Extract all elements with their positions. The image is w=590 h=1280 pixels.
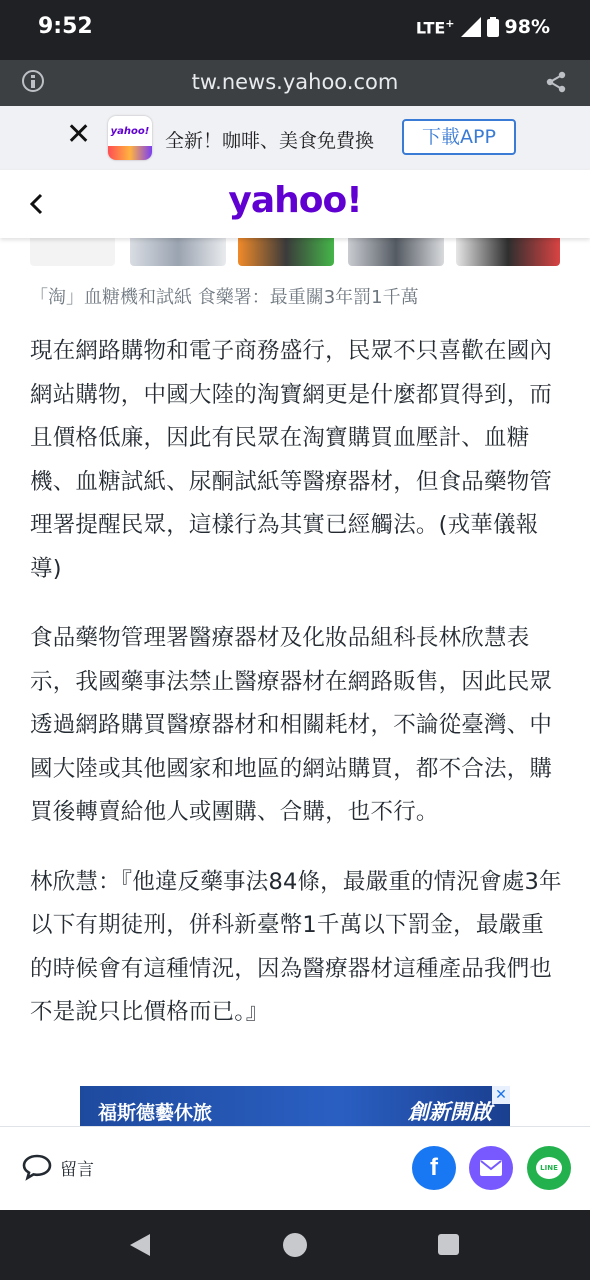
action-bar [0, 1126, 590, 1210]
product-thumbnail [130, 238, 226, 266]
url-bar [0, 60, 590, 106]
facebook-share-button[interactable] [412, 1146, 456, 1190]
status-indicators [416, 16, 550, 38]
ad-close-icon[interactable]: ✕ [492, 1086, 510, 1104]
nav-recents-icon[interactable] [438, 1234, 459, 1255]
product-thumbnail [348, 238, 444, 266]
system-nav-bar [0, 1210, 590, 1280]
ad-banner[interactable] [80, 1086, 510, 1126]
product-thumbnail [238, 238, 334, 266]
app-download-banner [0, 106, 590, 170]
article-paragraph: 食品藥物管理署醫療器材及化妝品組科長林欣慧表示，我國藥事法禁止醫療器材在網路販售，因此民眾透過網路購買醫療器材和相關耗材，不論從臺灣、中國大陸或其他國家和地區的網站購買，都不合法，購買後轉賣給他人或團購、合購，也不行。 [30, 625, 553, 825]
line-icon: LINE [536, 1157, 562, 1179]
yahoo-app-logo: yahoo! [108, 116, 152, 160]
line-share-button[interactable] [527, 1146, 571, 1190]
close-icon[interactable]: ✕ [66, 117, 92, 152]
product-thumbnail [30, 238, 115, 266]
article-paragraph: 現在網路購物和電子商務盛行，民眾不只喜歡在國內網站購物，中國大陸的淘寶網更是什麼都買得到，而且價格低廉，因此有民眾在淘寶購買血壓計、血糖機、血糖試紙、尿酮試紙等醫療器材，但食品藥物管理署提醒民眾，這樣行為其實已經觸法。(戎華儀報導) [30, 338, 553, 582]
ad-brand-text: 福斯德藝休旅 [98, 1102, 213, 1124]
url-text[interactable]: tw.news.yahoo.com [191, 70, 399, 94]
facebook-icon: f [430, 1154, 438, 1181]
comment-button[interactable] [22, 1153, 94, 1181]
article-image[interactable] [30, 238, 560, 268]
yahoo-logo[interactable]: yahoo! [228, 180, 362, 221]
image-caption: 「淘」血糖機和試紙 食藥署：最重關3年罰1千萬 [30, 287, 419, 308]
comment-icon [22, 1153, 52, 1181]
email-share-button[interactable] [469, 1146, 513, 1190]
mail-icon [480, 1160, 502, 1176]
article-body [30, 330, 565, 1061]
product-thumbnail [456, 238, 560, 266]
nav-home-icon[interactable] [283, 1233, 307, 1257]
signal-icon [461, 17, 481, 37]
ad-slogan-text: 創新開啟 [408, 1100, 492, 1124]
site-header [0, 170, 590, 238]
status-time: 9:52 [38, 14, 93, 39]
network-type: LTE+ [415, 16, 455, 38]
battery-level: 98% [504, 16, 550, 38]
share-icon[interactable] [544, 70, 568, 94]
nav-back-icon[interactable] [130, 1234, 150, 1256]
banner-promo-text: 全新！咖啡、美食免費換 [165, 130, 375, 152]
comment-label: 留言 [60, 1159, 94, 1180]
battery-icon [487, 17, 499, 37]
status-bar [0, 0, 590, 60]
article-paragraph: 林欣慧：『他違反藥事法84條，最嚴重的情況會處3年以下有期徒刑，併科新臺幣1千萬以下罰金，最嚴重的時候會有這種情況，因為醫療器材這種產品我們也不是說只比價格而已。』 [30, 868, 562, 1025]
download-app-button[interactable]: 下載APP [402, 119, 516, 155]
